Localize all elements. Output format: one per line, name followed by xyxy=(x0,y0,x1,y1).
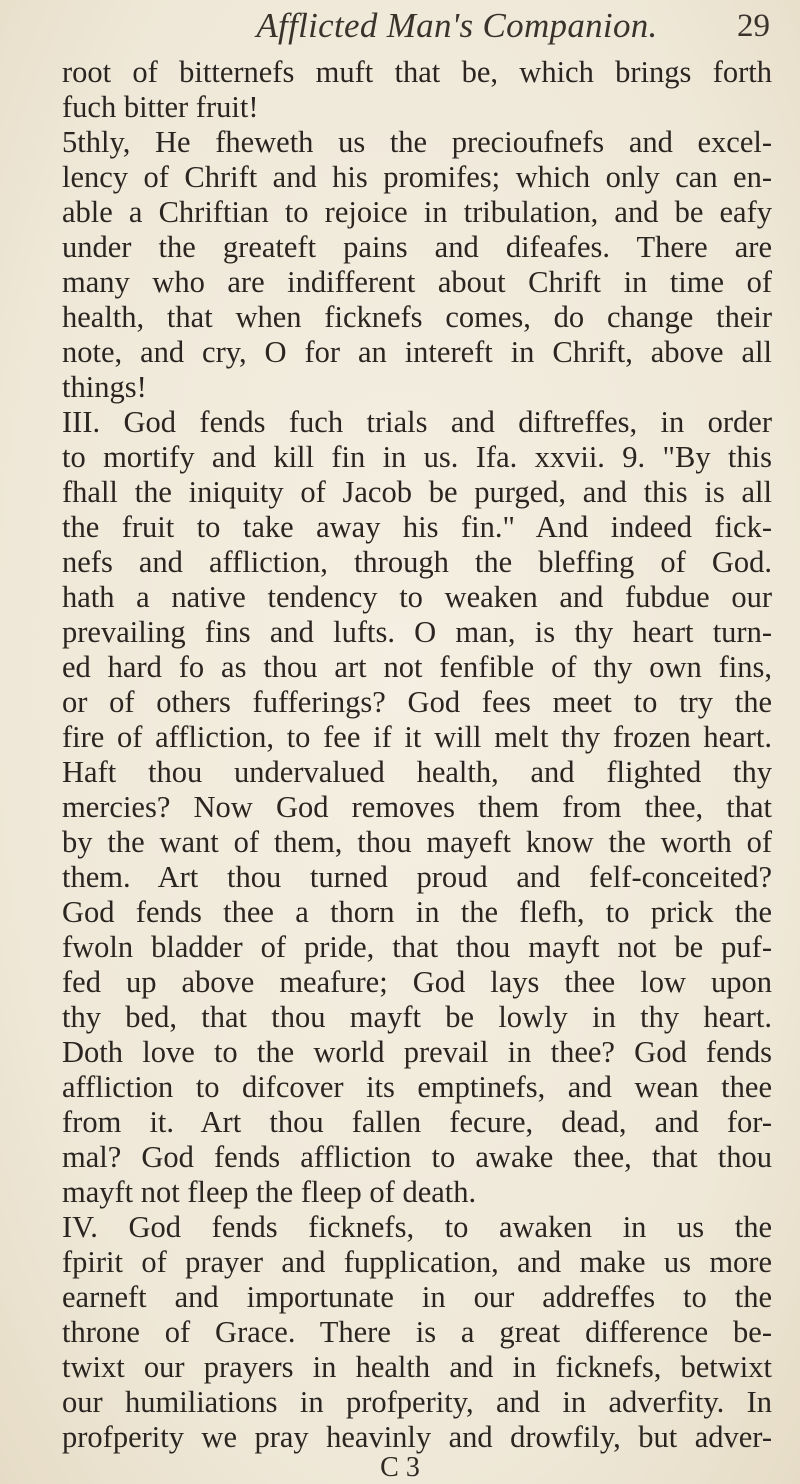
text-line: root of bitternefs muft that be, which brings forth xyxy=(62,55,772,89)
signature-mark: C 3 xyxy=(380,1452,420,1483)
text-line: our humiliations in profperity, and in adverfity. In xyxy=(62,1385,772,1419)
text-line: under the greateft pains and difeafes. There are xyxy=(62,230,772,264)
text-line: to mortify and kill fin in us. Ifa. xxvii. 9. "By this xyxy=(62,440,772,474)
text-line: twixt our prayers in health and in ficknefs, betwixt xyxy=(62,1350,772,1384)
text-line: fed up above meafure; God lays thee low upon xyxy=(62,965,772,999)
text-line: by the want of them, thou mayeft know the worth of xyxy=(62,825,772,859)
text-line: mayft not fleep the fleep of death. xyxy=(62,1175,477,1209)
text-line: mercies? Now God removes them from thee, that xyxy=(62,790,772,824)
text-line: nefs and affliction, through the bleffing of God. xyxy=(62,545,772,579)
text-line: 5thly, He fheweth us the precioufnefs and excel- xyxy=(62,125,772,159)
text-line: God fends thee a thorn in the flefh, to prick the xyxy=(62,895,772,929)
text-line: from it. Art thou fallen fecure, dead, and for- xyxy=(62,1105,772,1139)
text-line: or of others fufferings? God fees meet to try the xyxy=(62,685,772,719)
text-line: III. God fends fuch trials and diftreffes, in order xyxy=(62,405,772,439)
page-number: 29 xyxy=(737,8,770,44)
text-line: the fruit to take away his fin." And indeed fick- xyxy=(62,510,772,544)
text-line: them. Art thou turned proud and felf-conceited? xyxy=(62,860,772,894)
text-line: affliction to difcover its emptinefs, and wean thee xyxy=(62,1070,772,1104)
text-line: prevailing fins and lufts. O man, is thy heart turn- xyxy=(62,615,772,649)
text-line: IV. God fends ficknefs, to awaken in us the xyxy=(62,1210,772,1244)
running-title: Afflicted Man's Companion. xyxy=(256,6,658,45)
text-line: throne of Grace. There is a great difference be- xyxy=(62,1315,772,1349)
text-line: health, that when ficknefs comes, do change their xyxy=(62,300,772,334)
text-line: lency of Chrift and his promifes; which only can en- xyxy=(62,160,772,194)
text-line: profperity we pray heavinly and drowfily, but adver- xyxy=(62,1420,772,1454)
text-line: things! xyxy=(62,370,147,404)
text-line: thy bed, that thou mayft be lowly in thy heart. xyxy=(62,1000,772,1034)
text-line: fwoln bladder of pride, that thou mayft not be puf- xyxy=(62,930,772,964)
text-line: earneft and importunate in our addreffes to the xyxy=(62,1280,772,1314)
text-line: hath a native tendency to weaken and fubdue our xyxy=(62,580,772,614)
text-line: Doth love to the world prevail in thee? God fends xyxy=(62,1035,772,1069)
text-line: able a Chriftian to rejoice in tribulation, and be eafy xyxy=(62,195,772,229)
text-line: fpirit of prayer and fupplication, and make us more xyxy=(62,1245,772,1279)
text-line: note, and cry, O for an intereft in Chrift, above all xyxy=(62,335,772,369)
text-line: ed hard fo as thou art not fenfible of thy own fins, xyxy=(62,650,772,684)
text-line: Haft thou undervalued health, and flighted thy xyxy=(62,755,772,789)
text-line: many who are indifferent about Chrift in time of xyxy=(62,265,772,299)
text-line: fhall the iniquity of Jacob be purged, and this is all xyxy=(62,475,772,509)
text-line: mal? God fends affliction to awake thee, that thou xyxy=(62,1140,772,1174)
text-line: fuch bitter fruit! xyxy=(62,90,259,124)
text-line: fire of affliction, to fee if it will melt thy frozen heart. xyxy=(62,720,772,754)
page-header xyxy=(0,6,800,46)
